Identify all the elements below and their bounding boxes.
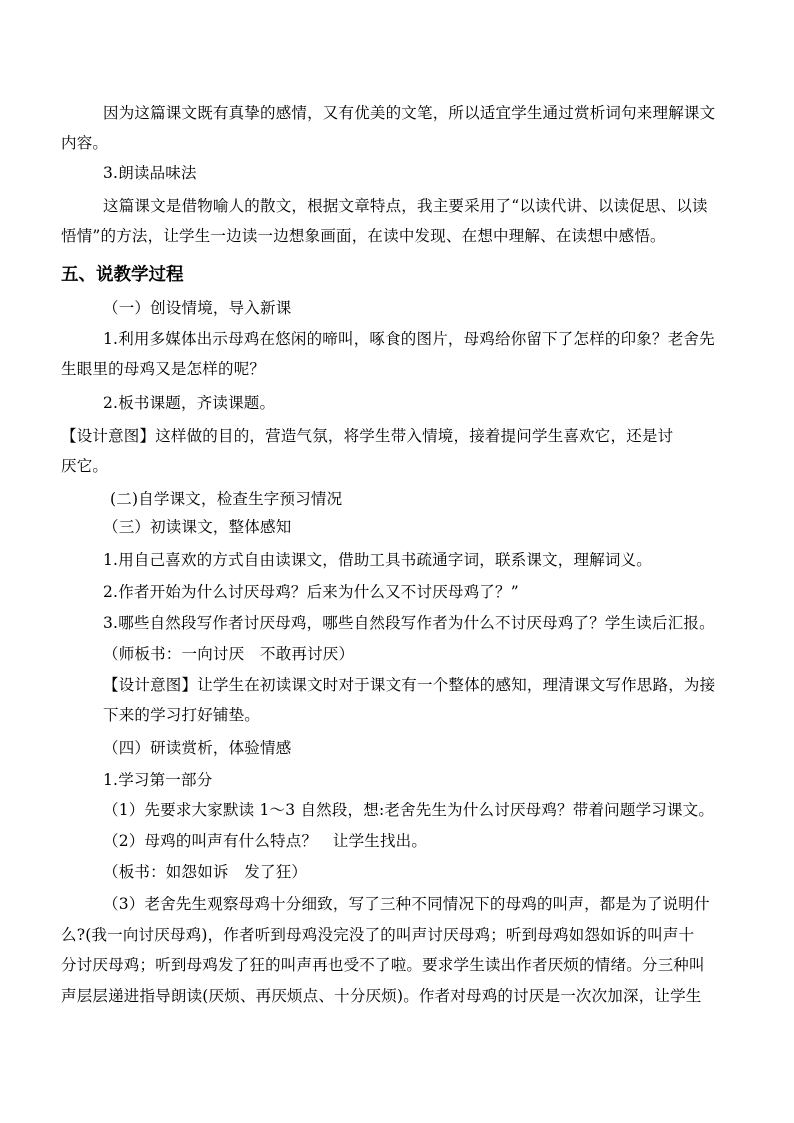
paragraph-line: 分讨厌母鸡；听到母鸡发了狂的叫声再也受不了啦。要求学生读出作者厌烦的情绪。分三种叫	[61, 956, 705, 974]
design-intent: 【设计意图】这样做的目的，营造气氛，将学生带入情境，接着提问学生喜欢它，还是讨	[61, 427, 674, 445]
paragraph-line: 内容。	[61, 134, 109, 152]
question-line: （2）母鸡的叫声有什么特点？ 让学生找出。	[103, 832, 428, 850]
paragraph-line: 悟情”的方法，让学生一边读一边想象画面，在读中发现、在想中理解、在读想中感悟。	[61, 227, 666, 245]
paragraph-line: 下来的学习打好铺垫。	[103, 706, 261, 724]
paragraph-line: 2.作者开始为什么讨厌母鸡？后来为什么又不讨厌母鸡了？”	[103, 583, 519, 601]
paragraph-line: 声层层递进指导朗读(厌烦、再厌烦点、十分厌烦)。作者对母鸡的讨厌是一次次加深，让学生	[61, 987, 702, 1005]
board-note: （板书：如怨如诉 发了狂）	[103, 863, 308, 881]
paragraph-line: 因为这篇课文既有真挚的感情，又有优美的文笔，所以适宜学生通过赏析词句来理解课文	[103, 104, 716, 122]
paragraph-line: 2.板书课题，齐读课题。	[103, 394, 276, 412]
paragraph-line: 1.用自己喜欢的方式自由读课文，借助工具书疏通字词，联系课文，理解词义。	[103, 551, 652, 569]
step-title: （四）研读赏析，体验情感	[103, 739, 292, 757]
method-title: 3.朗读品味法	[103, 164, 197, 182]
question-line: （1）先要求大家默读 1～3 自然段，想:老舍先生为什么讨厌母鸡？带着问题学习课文。	[103, 801, 715, 819]
design-intent: 【设计意图】让学生在初读课文时对于课文有一个整体的感知，理清课文写作思路，为接	[103, 676, 716, 694]
section-heading: 五、说教学过程	[61, 265, 184, 285]
paragraph-line: 厌它。	[61, 457, 109, 475]
step-title: (二)自学课文，检查生字预习情况	[110, 490, 343, 508]
part-title: 1.学习第一部分	[103, 771, 213, 789]
paragraph-line: 生眼里的母鸡又是怎样的呢？	[61, 360, 266, 378]
step-title: （一）创设情境，导入新课	[103, 299, 292, 317]
paragraph-line: 3.哪些自然段写作者讨厌母鸡，哪些自然段写作者为什么不讨厌母鸡了？学生读后汇报。	[103, 614, 715, 632]
step-title: （三）初读课文，整体感知	[103, 518, 292, 536]
paragraph-line: 么?(我一向讨厌母鸡)，作者听到母鸡没完没了的叫声讨厌母鸡；听到母鸡如怨如诉的叫声十	[61, 926, 695, 944]
paragraph-line: 1.利用多媒体出示母鸡在悠闲的啼叫，啄食的图片，母鸡给你留下了怎样的印象？老舍先	[103, 330, 715, 348]
question-line: （3）老舍先生观察母鸡十分细致，写了三种不同情况下的母鸡的叫声，都是为了说明什	[103, 895, 710, 913]
paragraph-line: 这篇课文是借物喻人的散文，根据文章特点，我主要采用了“以读代讲、以读促思、以读	[103, 197, 708, 215]
board-note: （师板书：一向讨厌 不敢再讨厌）	[103, 645, 355, 663]
